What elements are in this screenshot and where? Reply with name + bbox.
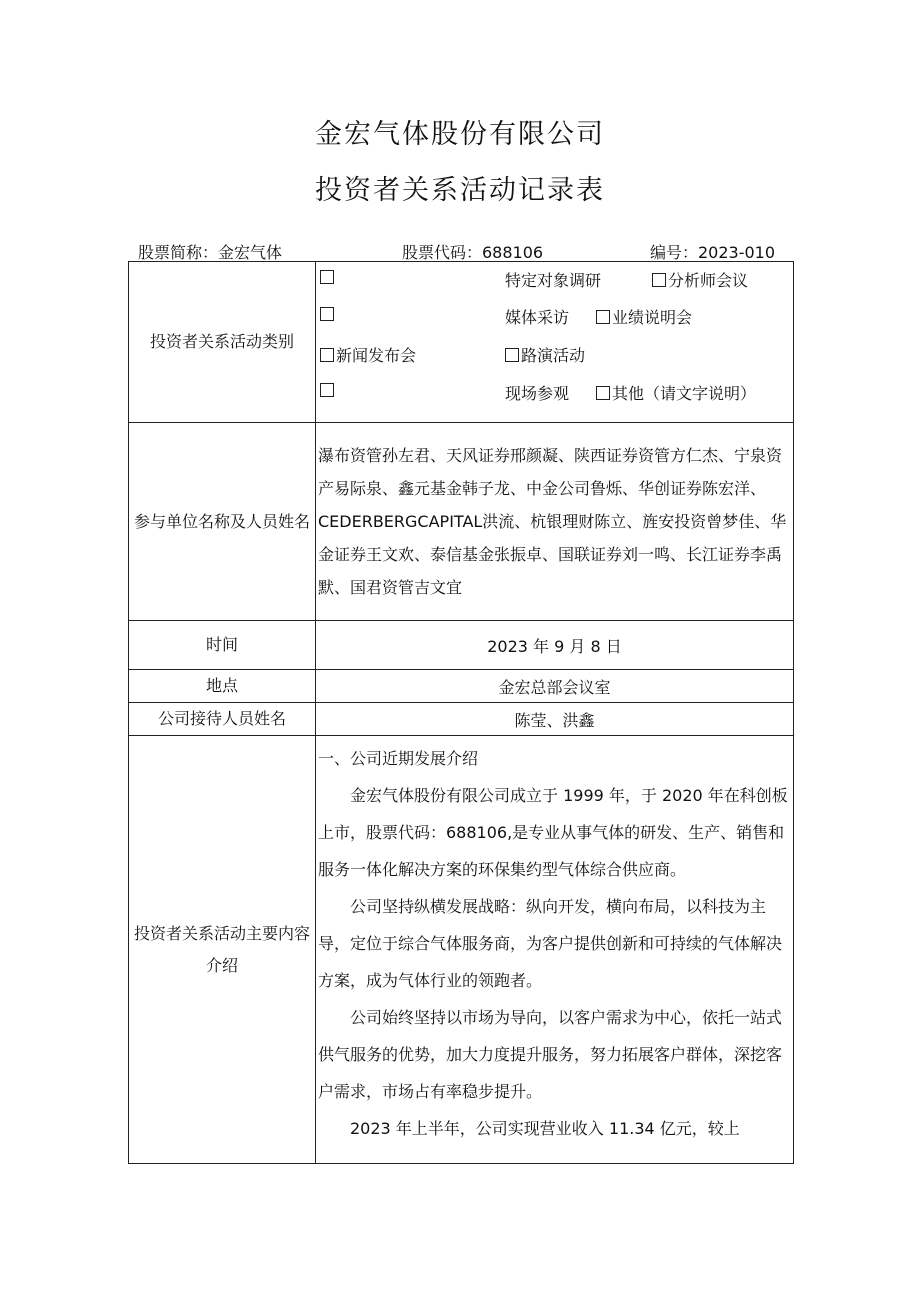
option-label: 新闻发布会	[336, 346, 417, 365]
participants-label: 参与单位名称及人员姓名	[129, 423, 316, 621]
checkbox-analyst-meeting[interactable]	[652, 268, 748, 291]
stock-code: 股票代码：688106	[402, 243, 544, 262]
checkbox-icon	[320, 348, 334, 362]
option-label: 其他（请文字说明）	[612, 384, 757, 403]
content-paragraph: 公司始终坚持以市场为导向，以客户需求为中心，依托一站式供气服务的优势，加大力度提升服务，努力拓展客户群体，深挖客户需求，市场占有率稳步提升。	[318, 1008, 783, 1101]
content-paragraph: 金宏气体股份有限公司成立于 1999 年，于 2020 年在科创板上市，股票代码：688106,是专业从事气体的研发、生产、销售和服务一体化解决方案的环保集约型气体综合供应商。	[318, 786, 788, 879]
checkbox-icon	[596, 386, 610, 400]
checkbox-earnings-briefing[interactable]	[596, 305, 692, 328]
time-value: 2023 年 9 月 8 日	[316, 621, 794, 670]
checkbox-other[interactable]	[596, 381, 756, 404]
time-label: 时间	[129, 621, 316, 670]
content-paragraph: 公司坚持纵横发展战略：纵向开发，横向布局，以科技为主导，定位于综合气体服务商，为客户提供创新和可持续的气体解决方案，成为气体行业的领跑者。	[318, 897, 783, 990]
location-label: 地点	[129, 670, 316, 703]
checkbox-icon	[320, 307, 334, 321]
record-table	[128, 261, 794, 1164]
checkbox-icon	[596, 310, 610, 324]
checkbox-site-visit[interactable]	[320, 381, 336, 400]
checkbox-media-interview[interactable]	[320, 305, 336, 324]
participants-value: 瀑布资管孙左君、天风证券邢颜凝、陕西证券资管方仁杰、宁泉资产易际泉、鑫元基金韩子龙、中金公司鲁烁、华创证券陈宏洋、CEDERBERGCAPITAL洪流、杭银理财陈立、旌安投资曾梦佳、华金证券王文欢、泰信基金张振卓、国联证券刘一鸣、长江证券李禹默、国君资管吉文宜	[318, 446, 787, 597]
option-label: 路演活动	[521, 346, 586, 365]
checkbox-press-conference[interactable]	[320, 343, 416, 366]
company-title: 金宏气体股份有限公司	[315, 119, 605, 150]
main-content	[316, 736, 793, 1147]
option-label: 分析师会议	[668, 271, 749, 290]
form-title: 投资者关系活动记录表	[315, 175, 605, 206]
option-label: 特定对象调研	[505, 271, 602, 290]
reception-value: 陈莹、洪鑫	[316, 703, 794, 736]
main-content-label: 投资者关系活动主要内容介绍	[129, 736, 316, 1164]
option-label: 现场参观	[505, 384, 570, 403]
checkbox-special-research[interactable]	[320, 268, 336, 287]
section-heading: 一、公司近期发展介绍	[318, 749, 479, 768]
stock-name: 股票简称：金宏气体	[138, 243, 283, 262]
activity-type-label: 投资者关系活动类别	[129, 262, 316, 423]
activity-type-options	[316, 262, 794, 423]
option-label: 业绩说明会	[612, 308, 693, 327]
reception-label: 公司接待人员姓名	[129, 703, 316, 736]
content-paragraph: 2023 年上半年，公司实现营业收入 11.34 亿元，较上	[350, 1119, 740, 1138]
serial-number: 编号：2023-010	[650, 243, 776, 262]
checkbox-icon	[320, 383, 334, 397]
checkbox-roadshow[interactable]	[505, 343, 585, 366]
checkbox-icon	[320, 270, 334, 284]
checkbox-icon	[505, 348, 519, 362]
location-value: 金宏总部会议室	[316, 670, 794, 703]
checkbox-icon	[652, 273, 666, 287]
option-label: 媒体采访	[505, 308, 570, 327]
